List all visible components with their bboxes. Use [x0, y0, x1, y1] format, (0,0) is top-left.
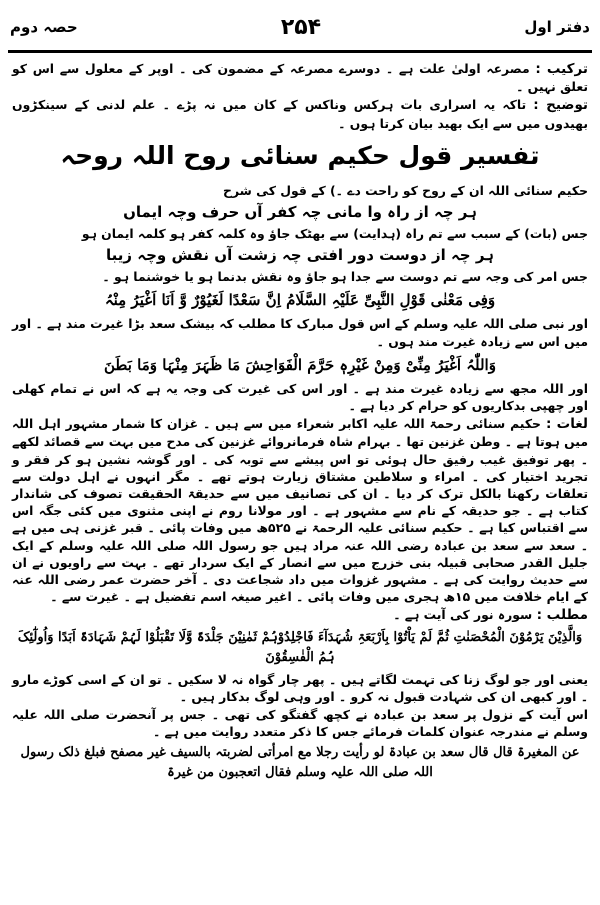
matlab-text: سورہ نور کی آیت ہے ۔: [393, 607, 533, 623]
hadith-gloss: اور نبی صلی اللہ علیہ وسلم کے اس قول مبارک کا مطلب کہ بیشک سعد بڑا غیرت مند ہے ۔ اور میں اس سے زیادہ غیرت مند ہوں ۔: [12, 316, 588, 349]
tarkib-text: مصرعہ اولیٰ علت ہے ۔ دوسرے مصرعہ کے مضمون کی ۔ اوپر کے معلول سے اس کو تعلق نہیں ۔: [12, 61, 588, 95]
arabic-hadith-heading: وَفِی مَعْنٰی قَوْلِ النَّبِیِّ عَلَیْہِ السَّلَامُ اِنَّ سَعْدًا لَغَیُوْرٌ وَّ اَنَا اَغْیَرُ مِنْہُ: [104, 291, 496, 310]
tauzih-text: تاکہ یہ اسراری بات ہرکس وناکس کے کان میں نہ پڑے ۔ علم لدنی کے سینکڑوں بھیدوں میں سے ایک بھید بیان کرتا ہوں ۔: [12, 97, 588, 131]
tarkib-paragraph: [12, 60, 588, 95]
lughat-label: لغات :: [545, 416, 588, 433]
hadith-continuation-gloss: اور اللہ مجھ سے زیادہ غیرت مند ہے ۔ اور اس کی غیرت کی وجہ یہ ہے کہ اس نے تمام کھلی اور چھپی بدکاریوں کو حرام کر دیا ہے ۔: [12, 380, 588, 414]
verse-1-gloss: جس (بات) کے سبب سے تم راہ (ہدایت) سے بھٹک جاؤ وہ کلمہ کفر ہو کلمہ ایمان ہو: [81, 226, 588, 242]
page-header: [10, 6, 590, 48]
lughat-paragraph: [12, 415, 588, 605]
header-rule: [8, 50, 592, 53]
page-number: ۲۵۴: [280, 14, 322, 40]
arabic-verse-nur: وَالَّذِیْنَ یَرْمُوْنَ الْمُحْصَنٰتِ ثُمَّ لَمْ یَاْتُوْا بِاَرْبَعَۃِ شُہَدَآءَ فَاجْلِدُوْہُمْ ثَمٰنِیْنَ جَلْدَۃً وَّلَا تَقْبَلُوْا لَہُمْ شَہَادَۃً اَبَدًا وَاُولٰٓئِکَ ہُمُ الْفٰسِقُوْنَ: [17, 629, 583, 665]
arabic-hadith-mughira: عن المغیرۃ قال قال سعد بن عبادۃ لو رأیت رجلا مع امرأتی لضربتہ بالسیف غیر مصفح فبلغ ذلک رسول اللہ صلی اللہ علیہ وسلم فقال اتعجبون من غیرۃ: [20, 745, 580, 781]
verse-1: ہر چہ از راہ وا مانی چہ کفر آں حرف وچہ ایماں: [123, 203, 477, 222]
matlab-paragraph: [12, 606, 588, 624]
section-title: تفسیر قول حکیم سنائی روح اللہ روحہ: [60, 140, 540, 170]
tauzih-label: توضیح :: [533, 97, 588, 114]
intro-line: حکیم سنائی اللہ ان کے روح کو راحت دے ۔) کے قول کی شرح: [223, 182, 588, 198]
part-label: حصہ دوم: [10, 18, 78, 36]
volume-label: دفتر اول: [524, 18, 590, 36]
verse-nur-gloss: یعنی اور جو لوگ زنا کی تہمت لگاتے ہیں ۔ پھر چار گواہ نہ لا سکیں ۔ تو ان کے اسی کوڑے مارو ۔ اور کبھی ان کی شہادت قبول نہ کرو ۔ اور وہی لوگ بدکار ہیں ۔: [12, 671, 588, 704]
tarkib-label: ترکیب :: [535, 61, 588, 77]
tauzih-paragraph: [12, 96, 588, 131]
arabic-hadith-continuation: وَاللّٰہُ اَغْیَرُ مِنِّیْ وَمِنْ غَیْرِہٖ حَرَّمَ الْفَوَاحِشَ مَا ظَہَرَ مِنْہَا وَمَا بَطَنَ: [104, 355, 496, 374]
lughat-text: حکیم سنائی رحمۃ اللہ علیہ اکابر شعراء میں سے ہیں ۔ غزان کا شمار مشہور اہل اللہ میں ہوتا ہے ۔ وطن غزنین تھا ۔ بہرام شاہ فرمانروائے غزنین کی مدح میں بہت سے قصائد لکھے ۔ پھر توفیق غیب رفیق حال ہوئی تو اس پیشے سے توبہ کی ۔ اور گوشہ نشین ہو کر فقر و تجرید اختیار کی ۔ امراء و سلاطین مشتاق زیارت ہوتے تھے ۔ مگر انہوں نے اہل دولت سے تعلقات رکھنا بالکل ترک کر دیا ۔ ان کی تصانیف میں سے حدیقۃ الحقیقت تصوف کی شاندار کتاب ہے ۔ جو حدیقہ کے نام سے مشہور ہے ۔ اور مولانا روم نے اپنی مثنوی میں کئی جگہ اس سے اقتباس کیا ہے ۔ حکیم سنائی علیہ الرحمۃ نے ۵۲۵ھ میں وفات پائی ۔ قبر غزنی ہی میں ہے ۔ سعد سے سعد بن عبادہ رضی اللہ عنہ مراد ہیں جو رسول اللہ صلی اللہ علیہ وسلم کے ایک جلیل القدر صحابی قبیلہ بنی خزرج میں سے انصار کے ایک سردار تھے ۔ بہت سے راویوں نے ان سے حدیث روایت کی ہے ۔ مشہور غزوات میں داد شجاعت دی ۔ آخر حضرت عمر رضی اللہ عنہ کے ایام خلافت میں ۱۵ھ ہجری میں وفات پائی ۔ اغیر صیغہ اسم تفضیل ہے ۔ غیرت سے ۔: [12, 416, 589, 605]
page-body: [12, 60, 588, 895]
matlab-label: مطلب :: [536, 607, 588, 624]
final-paragraph: اس آیت کے نزول پر سعد بن عبادہ نے کچھ گفتگو کی تھی ۔ جس پر آنحضرت صلی اللہ علیہ وسلم نے مندرجہ عنوان کلمات فرمائے جس کا ذکر متعدد روایت میں ہے ۔: [12, 707, 588, 740]
verse-2-gloss: جس امر کی وجہ سے تم دوست سے جدا ہو جاؤ وہ نقش بدنما ہو یا خوشنما ہو ۔: [102, 269, 588, 285]
verse-2: ہر چہ از دوست دور افتی چہ زشت آں نقش وچہ زیبا: [106, 246, 494, 265]
